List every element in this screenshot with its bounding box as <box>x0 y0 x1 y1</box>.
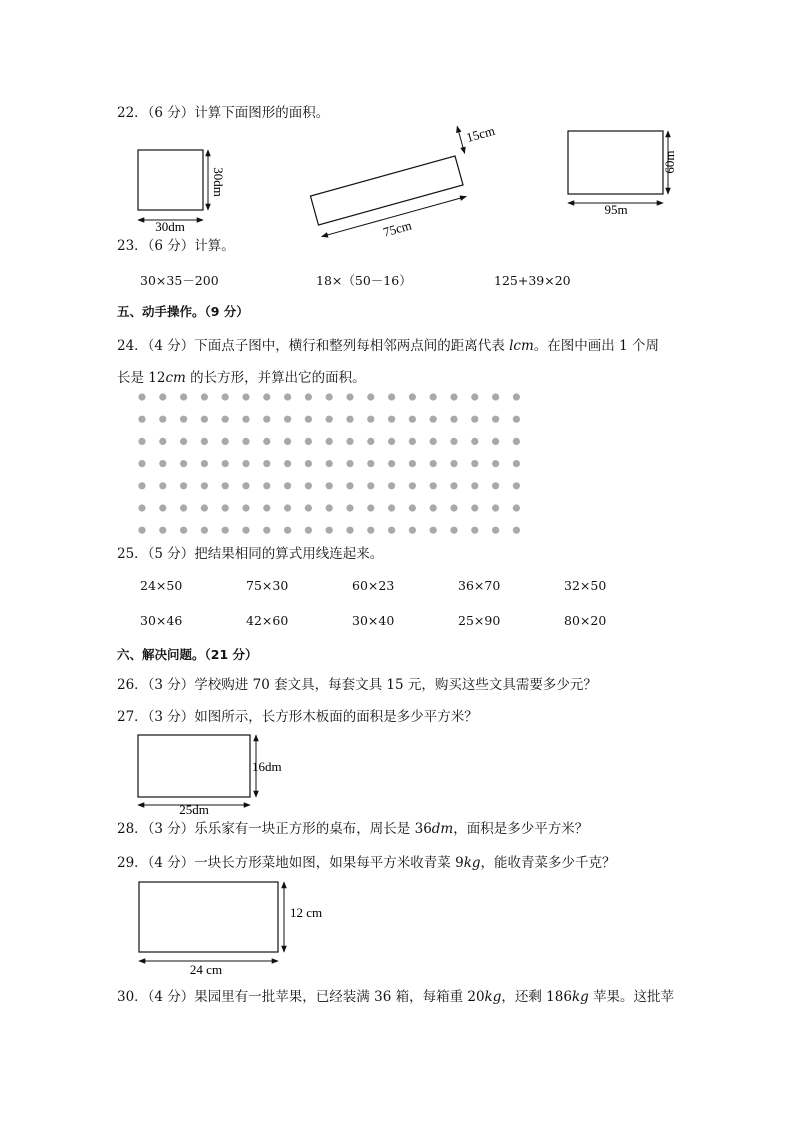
grid-dot[interactable] <box>180 527 187 534</box>
grid-dot[interactable] <box>367 504 374 511</box>
grid-dot[interactable] <box>388 460 395 467</box>
q28-question: 28．（3 分）乐乐家有一块正方形的桌布，周长是 36dm，面积是多少平方米？ <box>117 821 589 837</box>
grid-dot[interactable] <box>409 438 416 445</box>
q25-row1-expr-3: 60×23 <box>352 578 395 593</box>
grid-dot[interactable] <box>138 527 145 534</box>
grid-dot[interactable] <box>450 504 457 511</box>
q22-fig3-height: 60m <box>662 150 677 174</box>
grid-dot[interactable] <box>305 527 312 534</box>
grid-dot[interactable] <box>201 438 208 445</box>
grid-dot[interactable] <box>450 460 457 467</box>
grid-dot[interactable] <box>305 416 312 423</box>
grid-dot[interactable] <box>284 482 291 489</box>
grid-dot[interactable] <box>430 460 437 467</box>
grid-dot[interactable] <box>284 393 291 400</box>
grid-dot[interactable] <box>305 504 312 511</box>
grid-dot[interactable] <box>513 482 520 489</box>
q27-question: 27．（3 分）如图所示，长方形木板面的面积是多少平方米？ <box>117 709 478 725</box>
grid-dot[interactable] <box>159 416 166 423</box>
q25-row2-expr-5: 80×20 <box>564 613 607 628</box>
grid-dot[interactable] <box>263 460 270 467</box>
grid-dot[interactable] <box>159 438 166 445</box>
grid-dot[interactable] <box>263 527 270 534</box>
grid-dot[interactable] <box>180 504 187 511</box>
grid-dot[interactable] <box>430 527 437 534</box>
q29-question: 29．（4 分）一块长方形菜地如图，如果每平方米收青菜 9kg，能收青菜多少千克？ <box>117 855 616 871</box>
grid-dot[interactable] <box>409 416 416 423</box>
grid-dot[interactable] <box>430 393 437 400</box>
grid-dot[interactable] <box>284 504 291 511</box>
q24-question-line-2: 长是 12cm 的长方形，并算出它的面积。 <box>117 370 366 386</box>
grid-dot[interactable] <box>409 393 416 400</box>
q22-parallelogram-figure <box>300 122 510 240</box>
grid-dot[interactable] <box>430 416 437 423</box>
grid-dot[interactable] <box>409 527 416 534</box>
q23-expr-1: 30×35－200 <box>140 273 219 288</box>
grid-dot[interactable] <box>471 460 478 467</box>
q27-fig-height: 16dm <box>252 759 282 774</box>
q26-question: 26．（3 分）学校购进 70 套文具，每套文具 15 元，购买这些文具需要多少元？ <box>117 677 597 693</box>
grid-dot[interactable] <box>284 527 291 534</box>
grid-dot[interactable] <box>326 527 333 534</box>
grid-dot[interactable] <box>346 416 353 423</box>
grid-dot[interactable] <box>242 416 249 423</box>
grid-dot[interactable] <box>513 460 520 467</box>
grid-dot[interactable] <box>180 393 187 400</box>
grid-dot[interactable] <box>242 482 249 489</box>
grid-dot[interactable] <box>409 504 416 511</box>
grid-dot[interactable] <box>492 393 499 400</box>
q22-fig2-width: 15cm <box>464 122 497 145</box>
grid-dot[interactable] <box>222 416 229 423</box>
grid-dot[interactable] <box>159 460 166 467</box>
grid-dot[interactable] <box>346 438 353 445</box>
grid-dot[interactable] <box>222 438 229 445</box>
grid-dot[interactable] <box>346 527 353 534</box>
grid-dot[interactable] <box>222 460 229 467</box>
grid-dot[interactable] <box>513 527 520 534</box>
grid-dot[interactable] <box>222 504 229 511</box>
q22-rectangle-figure <box>562 126 680 218</box>
q22-square-figure <box>130 140 226 232</box>
section-5-heading: 五、动手操作。（9 分） <box>117 304 249 319</box>
grid-dot[interactable] <box>201 527 208 534</box>
q27-fig-width: 25dm <box>179 802 209 817</box>
grid-dot[interactable] <box>201 504 208 511</box>
grid-dot[interactable] <box>388 416 395 423</box>
grid-dot[interactable] <box>388 482 395 489</box>
grid-dot[interactable] <box>263 393 270 400</box>
grid-dot[interactable] <box>513 393 520 400</box>
grid-dot[interactable] <box>492 438 499 445</box>
q22-question: 22．（6 分）计算下面图形的面积。 <box>117 105 330 121</box>
grid-dot[interactable] <box>284 438 291 445</box>
grid-dot[interactable] <box>388 393 395 400</box>
grid-dot[interactable] <box>242 527 249 534</box>
grid-dot[interactable] <box>180 438 187 445</box>
q25-row1-expr-4: 36×70 <box>458 578 501 593</box>
grid-dot[interactable] <box>430 438 437 445</box>
grid-dot[interactable] <box>326 416 333 423</box>
grid-dot[interactable] <box>409 460 416 467</box>
grid-dot[interactable] <box>492 482 499 489</box>
grid-dot[interactable] <box>326 504 333 511</box>
grid-dot[interactable] <box>201 460 208 467</box>
q22-fig2-length: 75cm <box>381 217 414 240</box>
grid-dot[interactable] <box>138 482 145 489</box>
q29-fig-height: 12 cm <box>290 905 323 920</box>
grid-dot[interactable] <box>222 393 229 400</box>
grid-dot[interactable] <box>450 482 457 489</box>
grid-dot[interactable] <box>159 504 166 511</box>
grid-dot[interactable] <box>305 460 312 467</box>
q25-row2-expr-3: 30×40 <box>352 613 395 628</box>
grid-dot[interactable] <box>242 460 249 467</box>
q29-rectangle-figure <box>134 876 330 976</box>
grid-dot[interactable] <box>159 393 166 400</box>
grid-dot[interactable] <box>263 438 270 445</box>
grid-dot[interactable] <box>367 460 374 467</box>
q24-dot-grid[interactable] <box>130 388 530 538</box>
grid-dot[interactable] <box>492 460 499 467</box>
section-6-heading: 六、解决问题。（21 分） <box>117 647 258 662</box>
q27-rectangle-figure <box>132 730 292 816</box>
q23-question: 23．（6 分）计算。 <box>117 238 235 254</box>
grid-dot[interactable] <box>388 504 395 511</box>
grid-dot[interactable] <box>492 504 499 511</box>
grid-dot[interactable] <box>513 416 520 423</box>
grid-dot[interactable] <box>471 504 478 511</box>
grid-dot[interactable] <box>201 416 208 423</box>
grid-dot[interactable] <box>138 460 145 467</box>
grid-dot[interactable] <box>305 482 312 489</box>
q25-row1-expr-2: 75×30 <box>246 578 289 593</box>
q25-row2-expr-4: 25×90 <box>458 613 501 628</box>
q25-row2-expr-1: 30×46 <box>140 613 183 628</box>
grid-dot[interactable] <box>450 393 457 400</box>
grid-dot[interactable] <box>263 482 270 489</box>
q22-fig3-width: 95m <box>604 202 628 217</box>
grid-dot[interactable] <box>138 504 145 511</box>
grid-dot[interactable] <box>180 416 187 423</box>
grid-dot[interactable] <box>159 482 166 489</box>
q29-fig-width: 24 cm <box>189 962 223 977</box>
grid-dot[interactable] <box>346 504 353 511</box>
grid-dot[interactable] <box>471 416 478 423</box>
grid-dot[interactable] <box>388 527 395 534</box>
grid-dot[interactable] <box>388 438 395 445</box>
grid-dot[interactable] <box>242 504 249 511</box>
grid-dot[interactable] <box>471 482 478 489</box>
grid-dot[interactable] <box>430 504 437 511</box>
grid-dot[interactable] <box>367 393 374 400</box>
grid-dot[interactable] <box>284 416 291 423</box>
grid-dot[interactable] <box>513 504 520 511</box>
grid-dot[interactable] <box>346 482 353 489</box>
grid-dot[interactable] <box>305 438 312 445</box>
q25-row1-expr-1: 24×50 <box>140 578 183 593</box>
grid-dot[interactable] <box>513 438 520 445</box>
grid-dot[interactable] <box>263 504 270 511</box>
grid-dot[interactable] <box>180 460 187 467</box>
q25-row1-expr-5: 32×50 <box>564 578 607 593</box>
grid-dot[interactable] <box>222 527 229 534</box>
grid-dot[interactable] <box>138 416 145 423</box>
grid-dot[interactable] <box>450 527 457 534</box>
grid-dot[interactable] <box>263 416 270 423</box>
grid-dot[interactable] <box>138 393 145 400</box>
grid-dot[interactable] <box>201 482 208 489</box>
grid-dot[interactable] <box>409 482 416 489</box>
grid-dot[interactable] <box>367 438 374 445</box>
grid-dot[interactable] <box>367 416 374 423</box>
grid-dot[interactable] <box>471 527 478 534</box>
grid-dot[interactable] <box>138 438 145 445</box>
grid-dot[interactable] <box>471 438 478 445</box>
grid-dot[interactable] <box>346 460 353 467</box>
grid-dot[interactable] <box>201 393 208 400</box>
grid-dot[interactable] <box>367 527 374 534</box>
grid-dot[interactable] <box>450 416 457 423</box>
q25-question: 25．（5 分）把结果相同的算式用线连起来。 <box>117 546 384 562</box>
grid-dot[interactable] <box>367 482 374 489</box>
grid-dot[interactable] <box>492 527 499 534</box>
grid-dot[interactable] <box>284 460 291 467</box>
grid-dot[interactable] <box>305 393 312 400</box>
grid-dot[interactable] <box>430 482 437 489</box>
grid-dot[interactable] <box>159 527 166 534</box>
q23-expr-3: 125+39×20 <box>494 273 571 288</box>
grid-dot[interactable] <box>242 393 249 400</box>
q24-question-line-1: 24．（4 分）下面点子图中，横行和整列每相邻两点间的距离代表 lcm。在图中画出 1 个周 <box>117 338 659 354</box>
grid-dot[interactable] <box>471 393 478 400</box>
grid-dot[interactable] <box>242 438 249 445</box>
q30-question: 30．（4 分）果园里有一批苹果，已经装满 36 箱，每箱重 20kg，还剩 186kg 苹果。这批苹 <box>117 989 675 1005</box>
grid-dot[interactable] <box>346 393 353 400</box>
grid-dot[interactable] <box>326 460 333 467</box>
grid-dot[interactable] <box>326 393 333 400</box>
grid-dot[interactable] <box>180 482 187 489</box>
grid-dot[interactable] <box>326 438 333 445</box>
grid-dot[interactable] <box>450 438 457 445</box>
grid-dot[interactable] <box>222 482 229 489</box>
q22-fig1-width: 30dm <box>155 219 185 234</box>
q23-expr-2: 18×（50－16） <box>316 273 412 288</box>
q22-fig1-height: 30dm <box>211 167 226 197</box>
grid-dot[interactable] <box>326 482 333 489</box>
grid-dot[interactable] <box>492 416 499 423</box>
q25-row2-expr-2: 42×60 <box>246 613 289 628</box>
